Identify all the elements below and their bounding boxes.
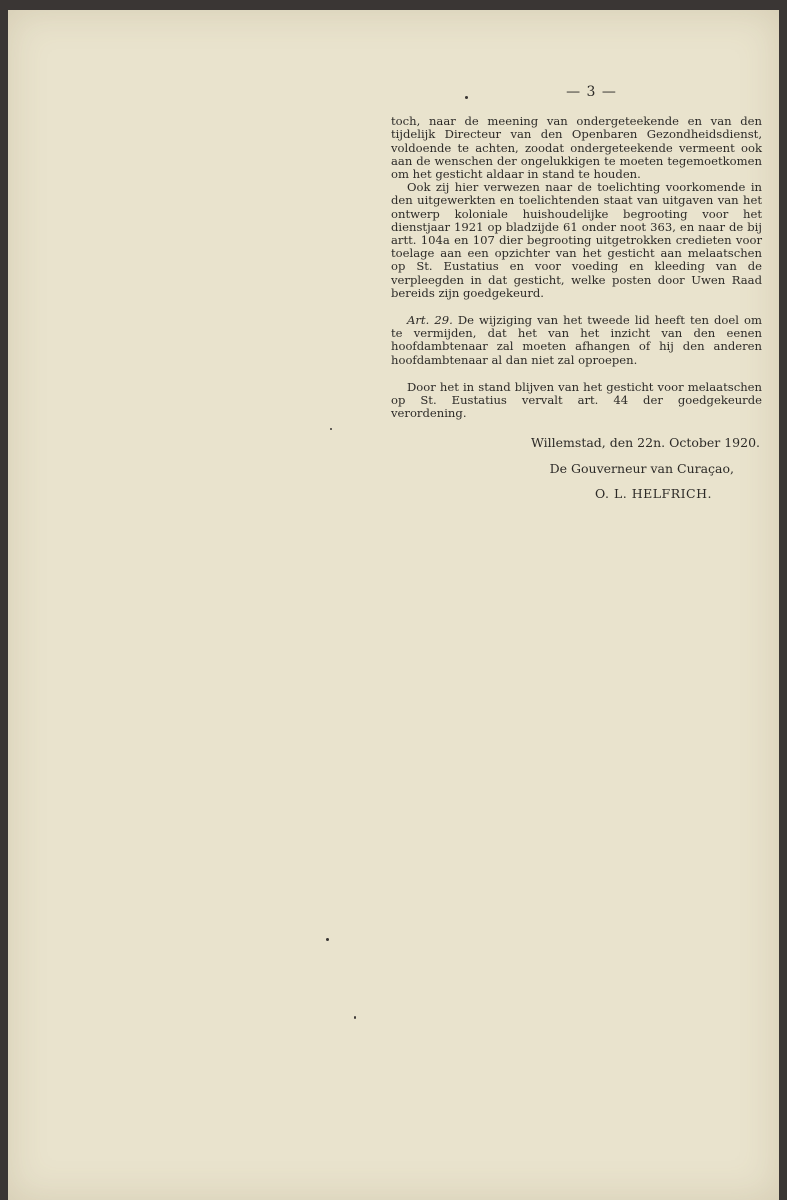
- article-text: De wijziging van het tweede lid heeft ten doel om te vermijden, dat het van het inzicht van den eenen hoofdambtenaar zal moeten afhangen of hij den anderen hoofdambtenaar al dan niet zal oproepen.: [391, 313, 762, 367]
- signatory-name: O. L. HELFRICH.: [595, 485, 712, 501]
- paper-speck: [326, 938, 329, 941]
- paper-speck: [354, 1016, 356, 1019]
- paper-speck: [465, 96, 468, 99]
- article-label: Art. 29.: [407, 313, 453, 328]
- paragraph-2: Ook zij hier verwezen naar de toelichting voorkomende in den uitgewerkten en toelichtenden staat van uitgaven van het ontwerp koloniale huishoudelijke begrooting voor het dienstjaar 1921 op bladzijde 61 onder noot 363, en naar de bij artt. 104a en 107 dier begrooting uitgetrokken credieten voor toelage aan een opzichter van het gesticht aan melaatschen op St. Eustatius en voor voeding en kleeding van de verpleegden in dat gesticht, welke posten door Uwen Raad bereids zijn goedgekeurd.: [391, 180, 762, 300]
- bleed-through-heading: [138, 68, 144, 94]
- place-date: Willemstad, den 22n. October 1920.: [531, 435, 760, 451]
- closing-paragraph: Door het in stand blijven van het gesticht voor melaatschen op St. Eustatius vervalt art. 44 der goedgekeurde verordening.: [391, 379, 762, 421]
- article-29-paragraph: [391, 314, 762, 367]
- paragraph-1: toch, naar de meening van ondergeteekende en van den tijdelijk Directeur van den Openbaren Gezondheidsdienst, voldoende te achten, zoodat ondergeteekende vermeent ook aan de wenschen der ongelukkigen te moeten tegemoetkomen om het gesticht aldaar in stand te houden.: [391, 114, 762, 182]
- document-page: [8, 10, 779, 1200]
- signatory-title: De Gouverneur van Curaçao,: [549, 460, 734, 476]
- document-body: [391, 86, 762, 500]
- page-number: — 3 —: [566, 84, 617, 100]
- paper-speck: [330, 428, 332, 430]
